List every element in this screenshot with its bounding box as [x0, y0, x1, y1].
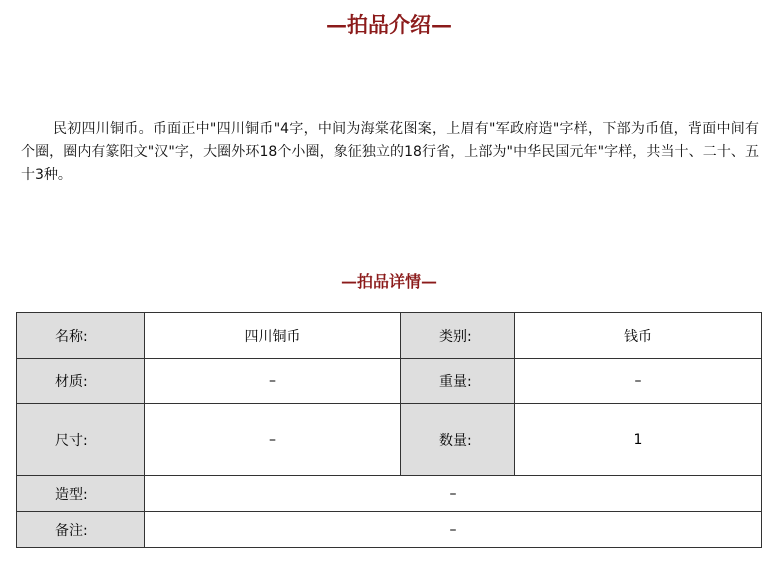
- item-description: 民初四川铜币。币面正中"四川铜币"4字，中间为海棠花图案，上眉有"军政府造"字样，下部为币值，背面中间有个圈，圈内有篆阳文"汉"字，大圈外环18个小圈，象征独立的18行省，上部为"中华民国元年"字样，共当十、二十、五十3种。: [21, 121, 759, 183]
- size-value: –: [145, 404, 401, 476]
- table-row: [17, 476, 762, 512]
- details-title: —拍品详情—: [340, 272, 437, 291]
- category-value: 钱币: [515, 313, 762, 359]
- table-row: [17, 313, 762, 359]
- material-label: 材质:: [17, 359, 145, 404]
- name-label: 名称:: [17, 313, 145, 359]
- table-row: [17, 359, 762, 404]
- shape-value: –: [145, 476, 762, 512]
- size-label: 尺寸:: [17, 404, 145, 476]
- quantity-label: 数量:: [401, 404, 515, 476]
- weight-label: 重量:: [401, 359, 515, 404]
- details-table: [16, 312, 762, 548]
- shape-label: 造型:: [17, 476, 145, 512]
- name-value: 四川铜币: [145, 313, 401, 359]
- quantity-value: 1: [515, 404, 762, 476]
- notes-label: 备注:: [17, 512, 145, 548]
- table-row: [17, 404, 762, 476]
- page-title: —拍品介绍—: [326, 12, 452, 37]
- weight-value: –: [515, 359, 762, 404]
- table-row: [17, 512, 762, 548]
- notes-value: –: [145, 512, 762, 548]
- material-value: –: [145, 359, 401, 404]
- category-label: 类别:: [401, 313, 515, 359]
